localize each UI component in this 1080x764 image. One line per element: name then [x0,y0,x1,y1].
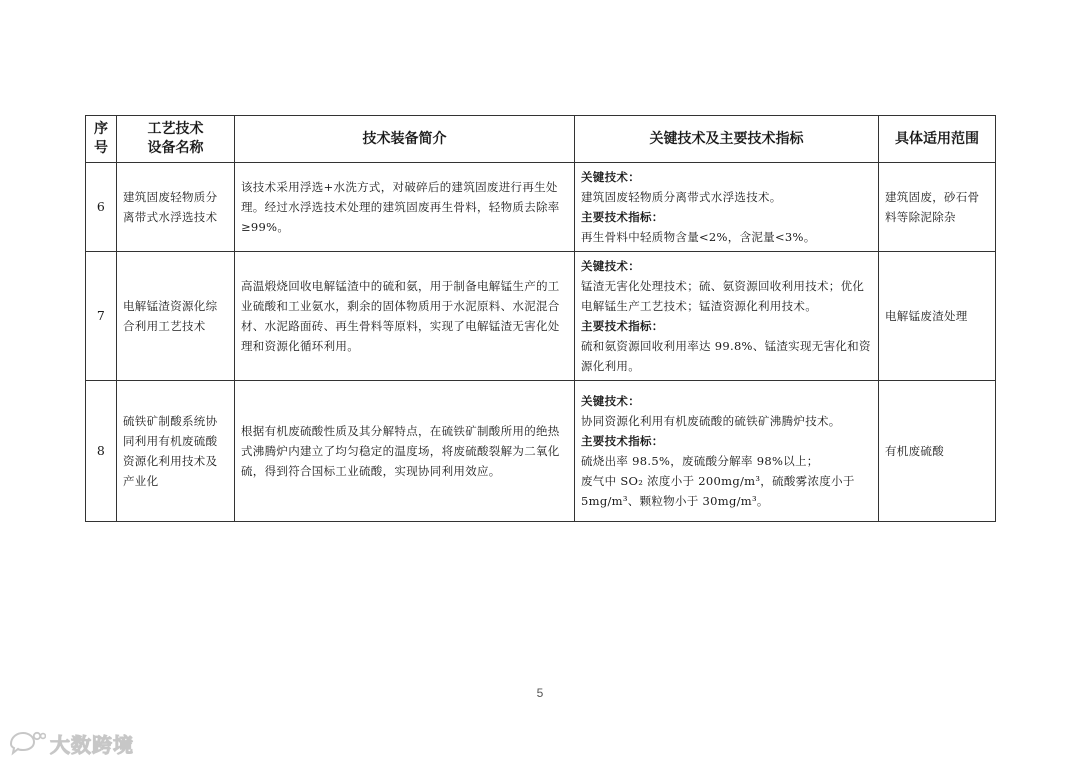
row-seq: 7 [86,252,117,381]
row-indicators [575,252,879,381]
row-name: 电解锰渣资源化综合利用工艺技术 [117,252,235,381]
table-row [86,252,996,381]
watermark [8,728,134,758]
table-header-row [86,116,996,163]
table-row [86,163,996,252]
row-scope: 有机废硫酸 [879,381,996,522]
row-indicators [575,163,879,252]
main-indicator-label: 主要技术指标： [581,210,664,224]
main-indicator-label: 主要技术指标： [581,434,664,448]
technology-table [85,115,996,522]
row-scope: 建筑固废，砂石骨料等除泥除杂 [879,163,996,252]
row-name: 建筑固废轻物质分离带式水浮选技术 [117,163,235,252]
main-indicator-text: 硫和氨资源回收利用率达 99.8%、锰渣实现无害化和资源化利用。 [581,339,871,373]
header-scope: 具体适用范围 [879,116,996,163]
key-tech-label: 关键技术： [581,170,640,184]
header-seq: 序 号 [86,116,117,163]
header-indicators: 关键技术及主要技术指标 [575,116,879,163]
row-name: 硫铁矿制酸系统协同利用有机废硫酸资源化利用技术及产业化 [117,381,235,522]
header-intro: 技术装备简介 [235,116,575,163]
main-indicator-text: 废气中 SO₂ 浓度小于 200mg/m³，硫酸雾浓度小于 5mg/m³、颗粒物小于 30mg/m³。 [581,474,855,508]
table-row [86,381,996,522]
key-tech-label: 关键技术： [581,394,640,408]
row-intro: 高温煅烧回收电解锰渣中的硫和氨，用于制备电解锰生产的工业硫酸和工业氨水，剩余的固体物质用于水泥原料、水泥混合材、水泥路面砖、再生骨料等原料，实现了电解锰渣无害化处理和资源化循环利用。 [235,252,575,381]
key-tech-text: 建筑固废轻物质分离带式水浮选技术。 [581,190,782,204]
main-indicator-text: 再生骨料中轻质物含量<2%，含泥量<3%。 [581,230,816,244]
chat-bubble-logo-icon [8,730,46,756]
row-intro: 该技术采用浮选+水洗方式，对破碎后的建筑固废进行再生处理。经过水浮选技术处理的建筑固废再生骨料，轻物质去除率≥99%。 [235,163,575,252]
main-indicator-label: 主要技术指标： [581,319,664,333]
row-scope: 电解锰废渣处理 [879,252,996,381]
page-number: 5 [536,686,544,700]
header-name: 工艺技术 设备名称 [117,116,235,163]
row-seq: 6 [86,163,117,252]
key-tech-text: 协同资源化利用有机废硫酸的硫铁矿沸腾炉技术。 [581,414,841,428]
row-intro: 根据有机废硫酸性质及其分解特点，在硫铁矿制酸所用的绝热式沸腾炉内建立了均匀稳定的温度场，将废硫酸裂解为二氧化硫，得到符合国标工业硫酸，实现协同利用效应。 [235,381,575,522]
main-indicator-text: 硫烧出率 98.5%，废硫酸分解率 98%以上； [581,454,819,468]
row-indicators [575,381,879,522]
watermark-text: 大数跨境 [50,732,134,757]
row-seq: 8 [86,381,117,522]
key-tech-label: 关键技术： [581,259,640,273]
key-tech-text: 锰渣无害化处理技术；硫、氨资源回收利用技术；优化电解锰生产工艺技术；锰渣资源化利用技术。 [581,279,865,313]
